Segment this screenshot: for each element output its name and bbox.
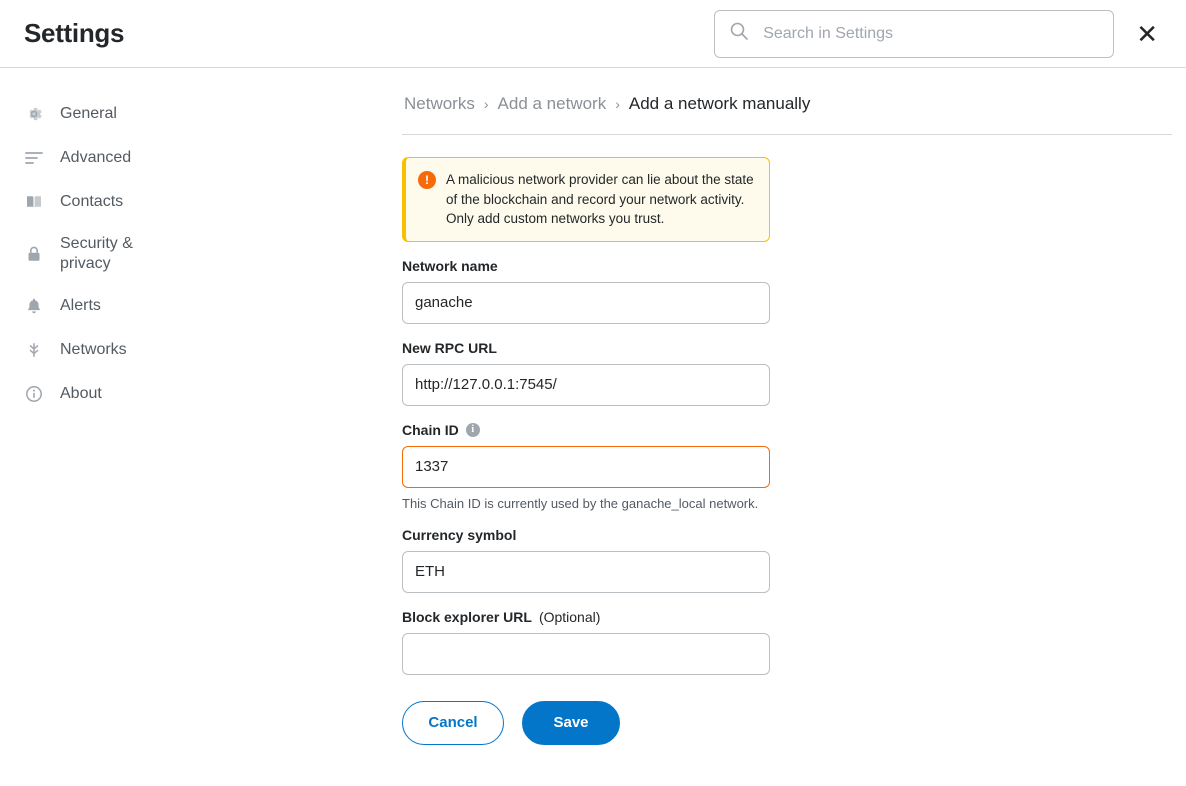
breadcrumb: [402, 68, 1172, 135]
network-name-label-text: Network name: [402, 257, 498, 274]
block-explorer-optional-text: (Optional): [538, 608, 601, 625]
warning-icon: !: [418, 171, 436, 189]
sliders-icon: [24, 148, 44, 168]
search-icon: [729, 21, 749, 46]
currency-symbol-label: [402, 527, 802, 543]
save-button[interactable]: Save: [522, 701, 620, 745]
sidebar: [0, 68, 200, 785]
info-icon: [24, 384, 44, 404]
sidebar-item-label: General: [60, 105, 117, 122]
breadcrumb-separator: ›: [615, 96, 620, 112]
sidebar-item-security-privacy[interactable]: [0, 224, 200, 284]
gear-icon: [24, 104, 44, 124]
close-button[interactable]: ✕: [1132, 19, 1162, 49]
sidebar-item-label: Security & privacy: [60, 235, 133, 272]
network-name-label: [402, 258, 802, 274]
breadcrumb-networks[interactable]: Networks: [404, 94, 475, 113]
cancel-button[interactable]: Cancel: [402, 701, 504, 745]
book-icon: [24, 192, 44, 212]
malicious-network-warning: [402, 157, 770, 242]
breadcrumb-separator: ›: [483, 96, 489, 112]
sidebar-item-advanced[interactable]: [0, 136, 200, 180]
search-box[interactable]: [714, 10, 1114, 58]
app-header: [0, 0, 1186, 68]
currency-symbol-input[interactable]: [402, 551, 770, 593]
chain-id-label-text: Chain ID: [402, 421, 459, 438]
rpc-url-label-text: New RPC URL: [402, 339, 497, 356]
sidebar-item-networks[interactable]: [0, 328, 200, 372]
header-actions: [714, 10, 1162, 58]
bell-icon: [24, 296, 44, 316]
sidebar-item-label: Alerts: [60, 297, 101, 314]
block-explorer-input[interactable]: [402, 633, 770, 675]
block-explorer-label-text: Block explorer URL: [402, 608, 532, 625]
content-pane: [200, 68, 1186, 785]
sidebar-item-contacts[interactable]: [0, 180, 200, 224]
sidebar-item-label: Networks: [60, 341, 127, 358]
currency-symbol-label-text: Currency symbol: [402, 526, 517, 543]
add-network-form: [402, 135, 802, 745]
sidebar-item-about[interactable]: [0, 372, 200, 416]
sidebar-item-general[interactable]: [0, 92, 200, 136]
rpc-url-input[interactable]: [402, 364, 770, 406]
search-input[interactable]: [761, 24, 1099, 44]
lock-icon: [24, 244, 44, 264]
network-name-input[interactable]: [402, 282, 770, 324]
chain-id-helper-text: This Chain ID is currently used by the ganache_local network.: [402, 495, 759, 511]
body: [0, 68, 1186, 785]
form-actions: [402, 701, 802, 745]
sidebar-item-label: Contacts: [60, 193, 124, 210]
chain-id-info-icon[interactable]: i: [466, 423, 480, 437]
network-icon: [24, 340, 44, 360]
rpc-url-label: [402, 340, 802, 356]
warning-text: A malicious network provider can lie about the state of the blockchain and record your network activity. Only add custom networks you trust.: [446, 172, 754, 227]
chain-id-input[interactable]: [402, 446, 770, 488]
sidebar-item-label: About: [60, 385, 102, 402]
sidebar-item-label: Advanced: [60, 149, 132, 166]
breadcrumb-add-a-network[interactable]: Add a network: [497, 94, 607, 113]
breadcrumb-current: Add a network manually: [628, 94, 811, 113]
block-explorer-label: [402, 609, 802, 625]
sidebar-item-alerts[interactable]: [0, 284, 200, 328]
chain-id-label: [402, 422, 802, 438]
page-title: Settings: [24, 18, 125, 48]
